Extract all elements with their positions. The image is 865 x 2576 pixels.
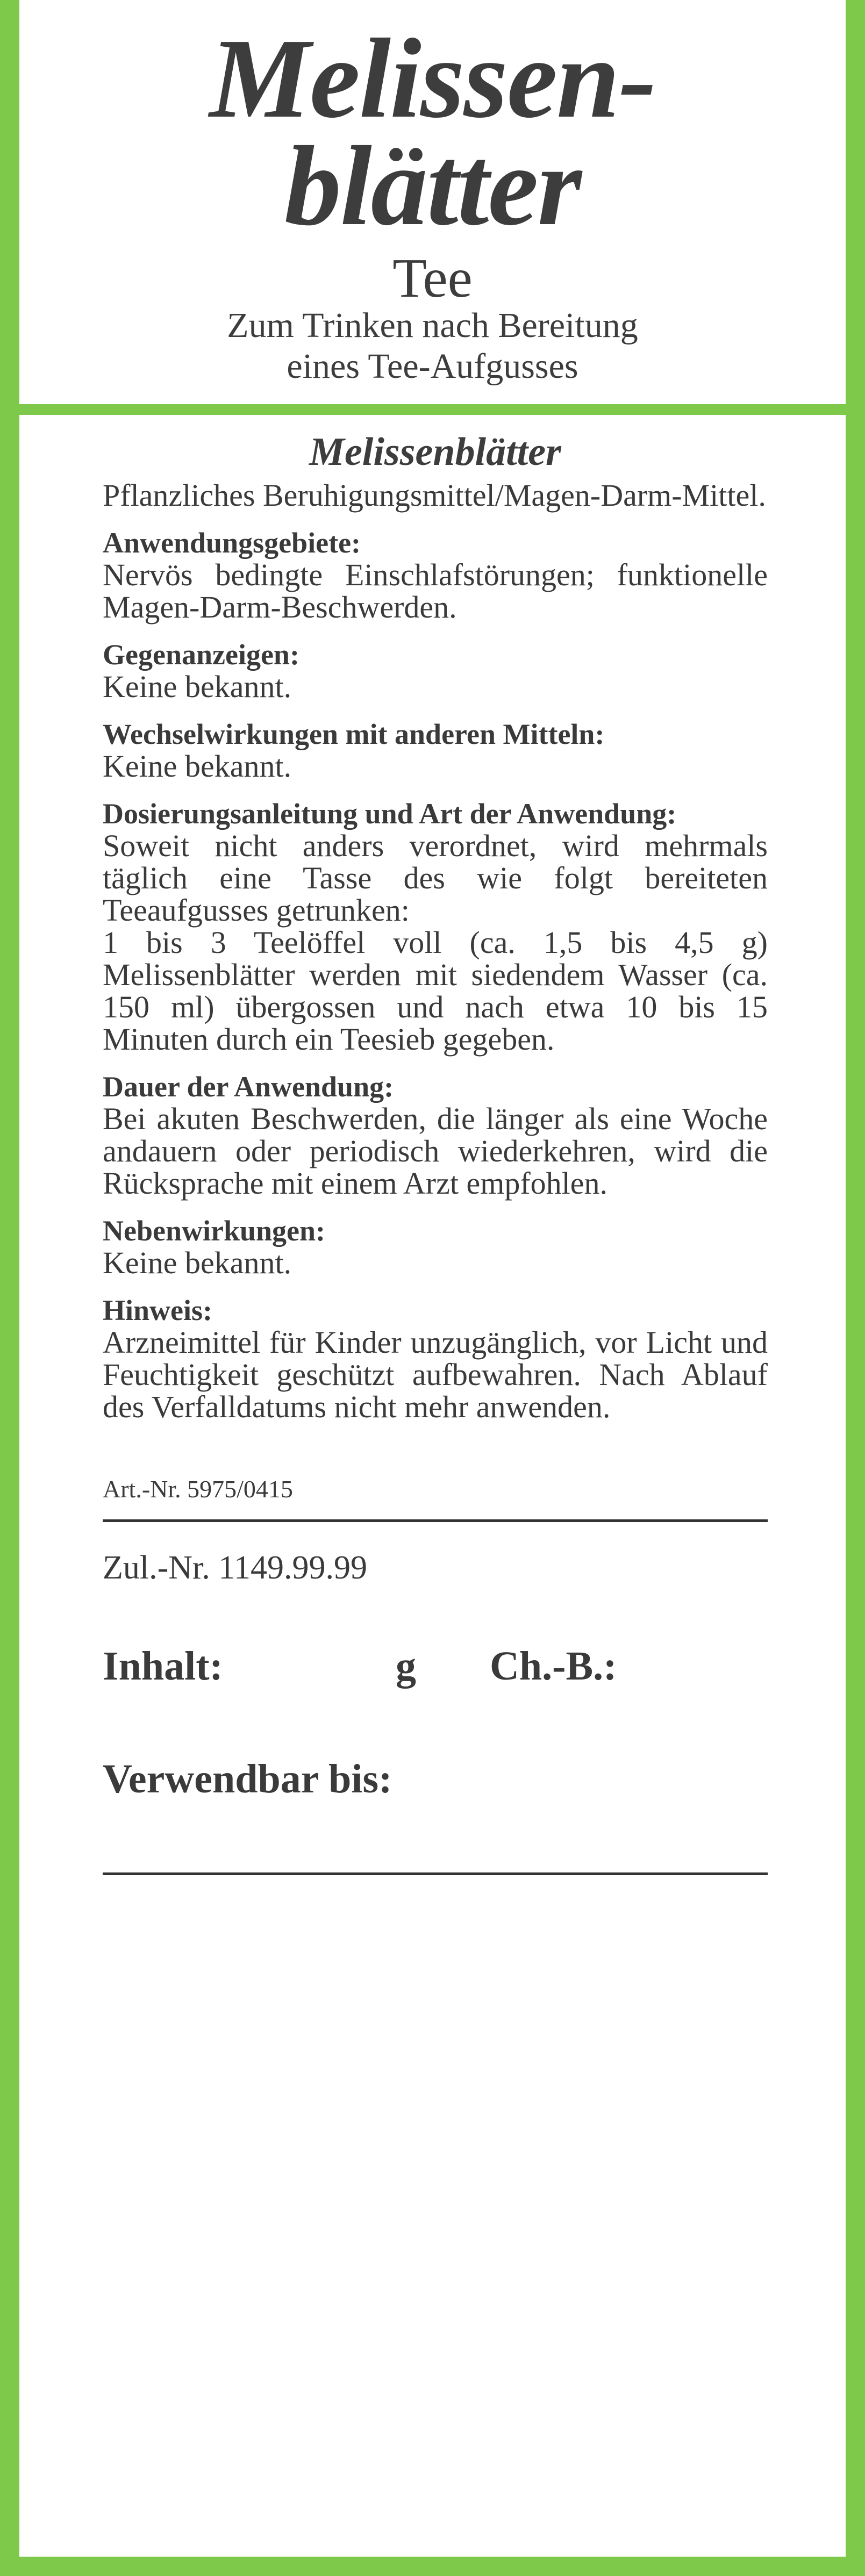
section-interactions xyxy=(103,718,768,783)
section-text: Soweit nicht anders verordnet, wird mehrmals täglich eine Tasse des wie folgt bereiteten Teeaufgusses getrunken: xyxy=(103,828,768,928)
section-side-effects xyxy=(103,1215,768,1279)
package-insert xyxy=(19,415,846,2557)
content-batch-row xyxy=(103,1643,768,1691)
unit-label: g xyxy=(396,1644,416,1689)
section-text: Keine bekannt. xyxy=(103,669,292,704)
section-text: Keine bekannt. xyxy=(103,1245,292,1280)
section-title: Gegenanzeigen: xyxy=(103,638,299,671)
title-line-1: Melissen- xyxy=(209,15,656,141)
article-number: Art.-Nr. 5975/0415 xyxy=(103,1475,293,1503)
product-type: Tee xyxy=(392,247,473,309)
section-text: Nervös bedingte Einschlafstörungen; funktionelle Magen-Darm-Beschwerden. xyxy=(103,557,768,625)
expiry-label: Verwendbar bis: xyxy=(103,1756,392,1802)
intro-text: Pflanzliches Beruhigungsmittel/Magen-Darm-Mittel. xyxy=(103,478,766,513)
insert-heading: Melissenblätter xyxy=(309,430,561,474)
section-title: Hinweis: xyxy=(103,1294,213,1326)
subtitle-line-1: Zum Trinken nach Bereitung xyxy=(227,306,638,345)
expiry-line xyxy=(103,1872,768,1875)
content-label: Inhalt: xyxy=(103,1644,223,1689)
section-title: Dauer der Anwendung: xyxy=(103,1071,394,1103)
divider-line xyxy=(103,1519,768,1522)
section-title: Wechselwirkungen mit anderen Mitteln: xyxy=(103,718,605,750)
section-indications xyxy=(103,527,768,623)
section-title: Nebenwirkungen: xyxy=(103,1215,326,1247)
section-duration xyxy=(103,1071,768,1200)
section-text: Keine bekannt. xyxy=(103,749,292,784)
batch-label: Ch.-B.: xyxy=(490,1644,617,1689)
section-contraindications xyxy=(103,638,768,703)
section-text: Arzneimittel für Kinder unzugänglich, vor Licht und Feuchtigkeit geschützt aufbewahren. Nach Ablauf des Verfalldatums nicht mehr anwenden. xyxy=(103,1325,768,1424)
subtitle-line-2: eines Tee-Aufgusses xyxy=(287,347,578,386)
section-title: Anwendungsgebiete: xyxy=(103,527,361,559)
section-title: Dosierungsanleitung und Art der Anwendung: xyxy=(103,798,677,830)
section-text-2: 1 bis 3 Teelöffel voll (ca. 1,5 bis 4,5 g) Melissenblätter werden mit siedendem Wasser (ca. 150 ml) übergossen und nach etwa 10 bis 15 Minuten durch ein Teesieb gegeben. xyxy=(103,925,768,1057)
section-text: Bei akuten Beschwerden, die länger als eine Woche andauern oder periodisch wiederkehren, wird die Rücksprache mit einem Arzt empfohlen. xyxy=(103,1101,768,1201)
approval-number: Zul.-Nr. 1149.99.99 xyxy=(103,1549,367,1586)
title-line-2: blätter xyxy=(284,123,581,249)
section-dosage xyxy=(103,798,768,1056)
front-label xyxy=(19,0,846,404)
section-note xyxy=(103,1294,768,1423)
